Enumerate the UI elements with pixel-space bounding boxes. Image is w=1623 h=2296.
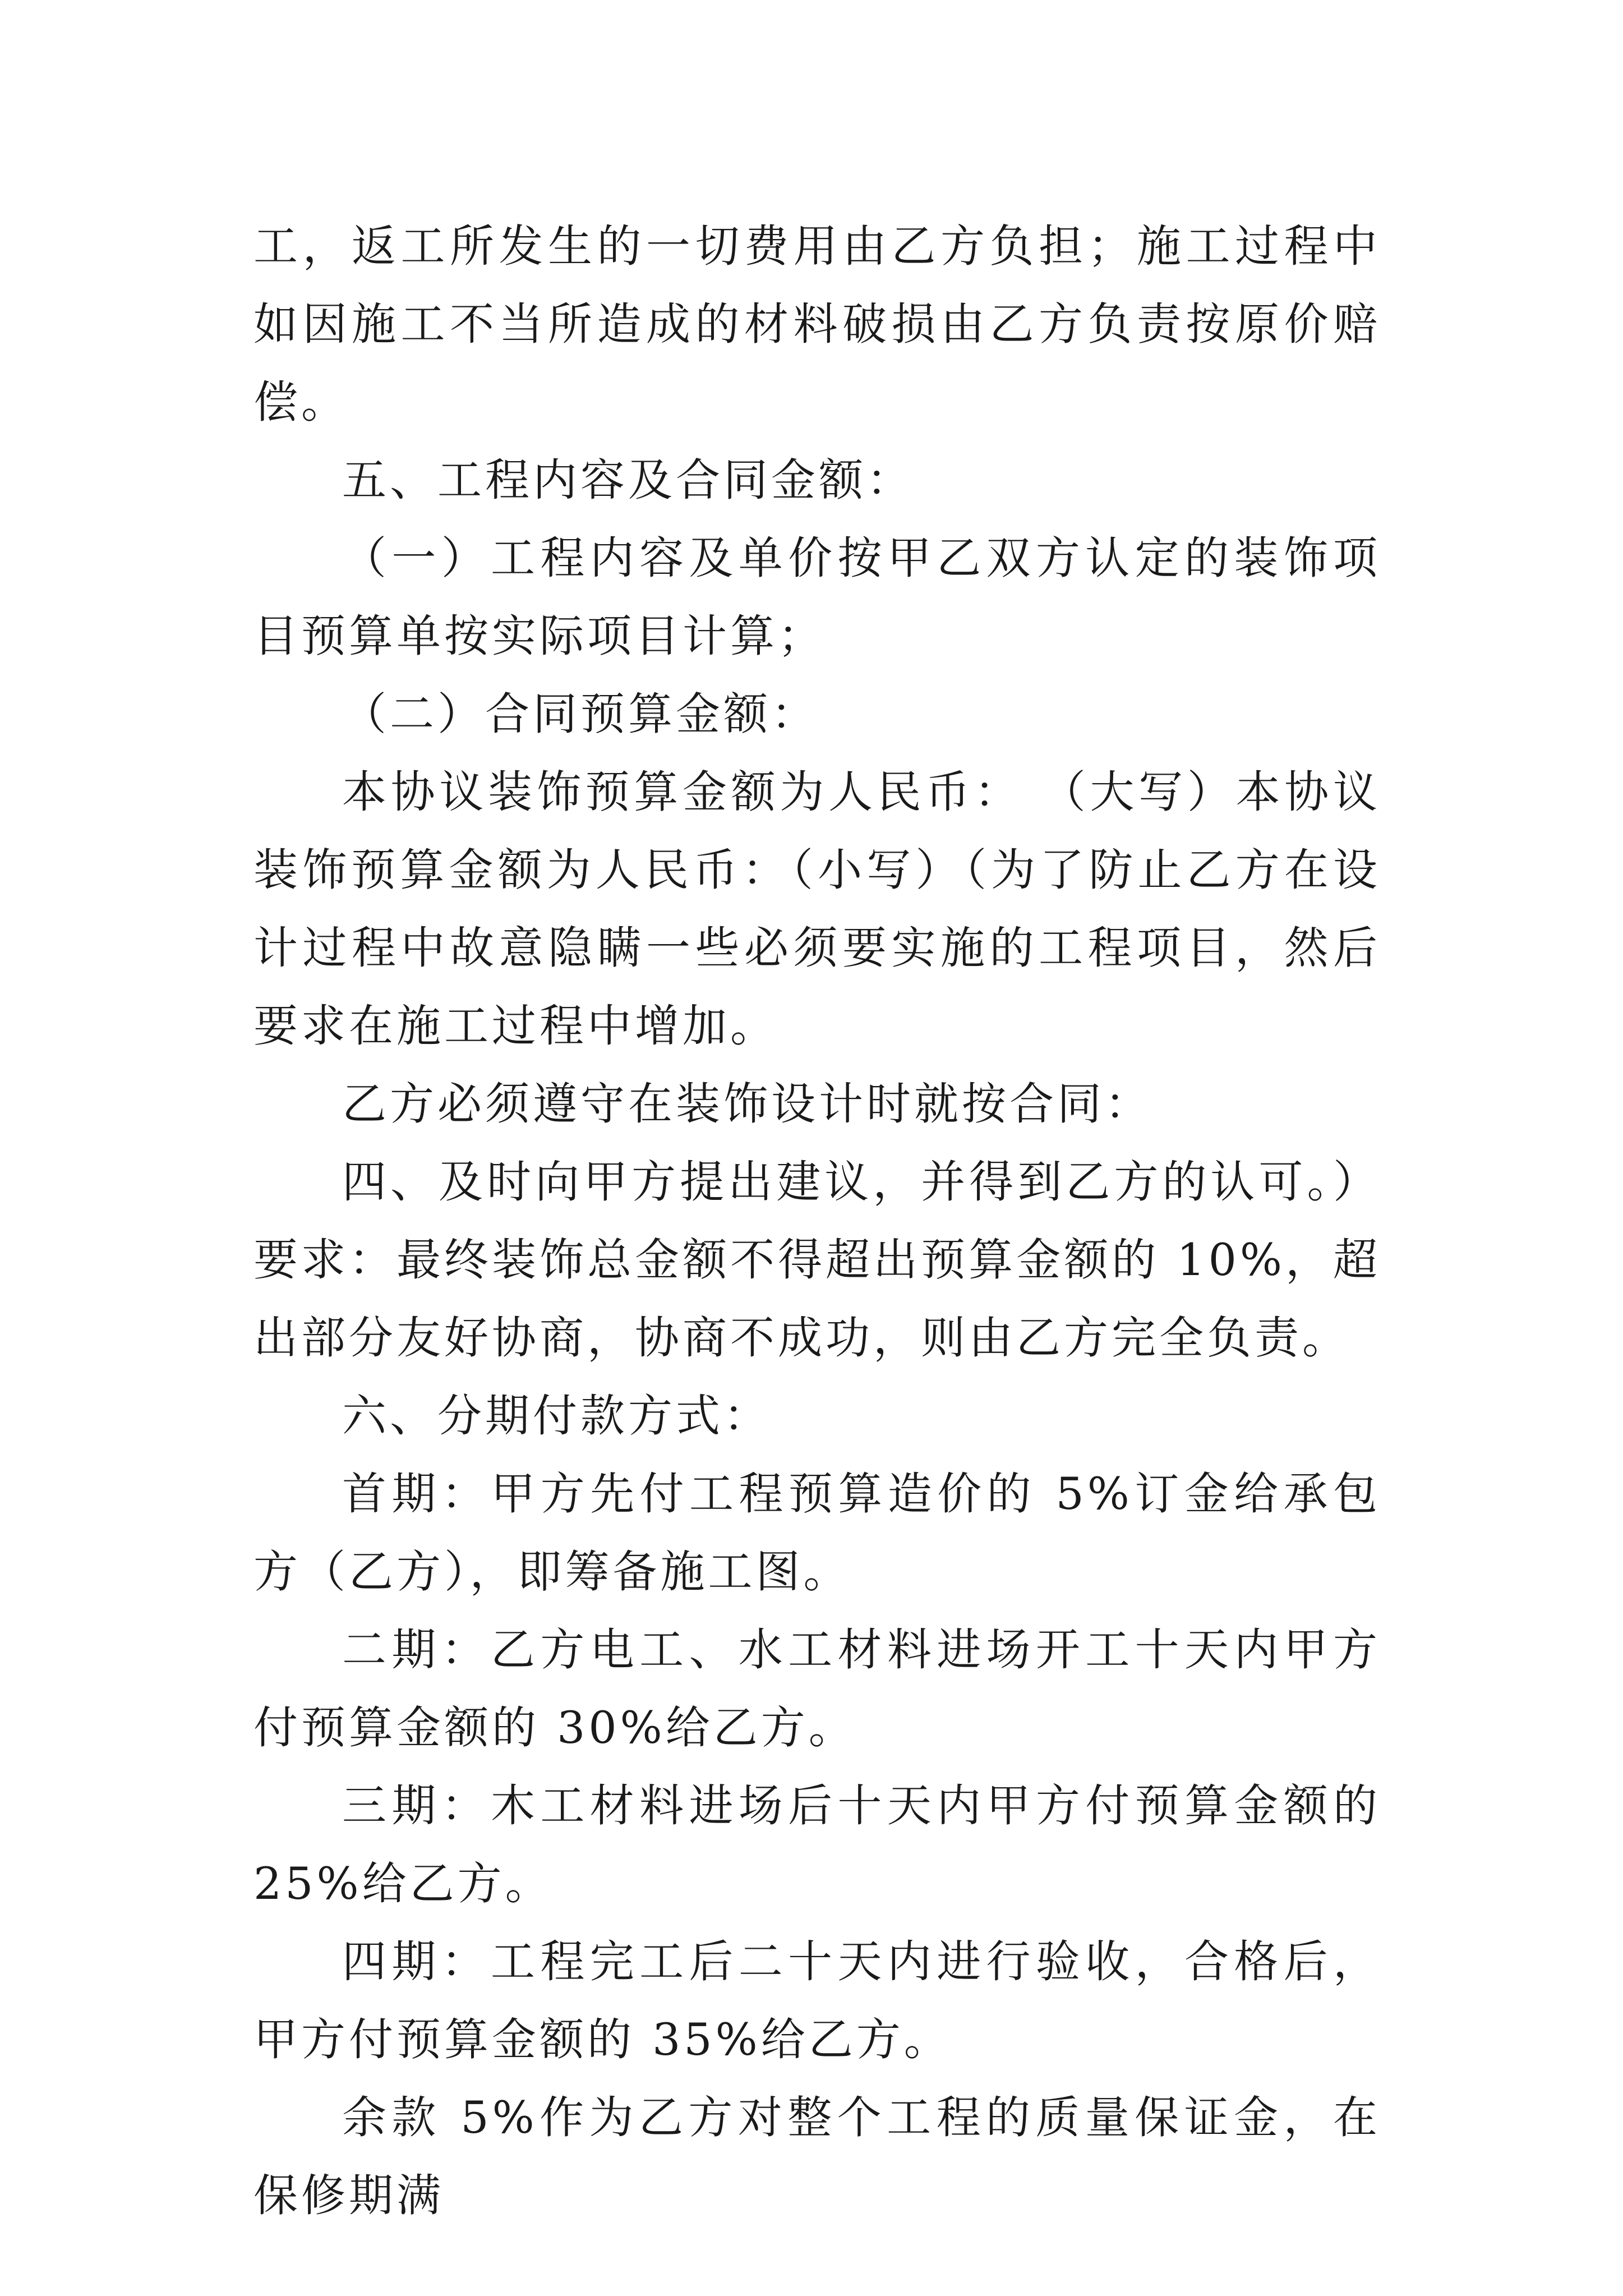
paragraph-second-payment: 二期：乙方电工、水工材料进场开工十天内甲方付预算金额的 30%给乙方。 — [253, 1624, 1381, 1754]
heading-section-six: 六、分期付款方式： — [342, 1390, 771, 1442]
paragraph-item-four: 四、及时向甲方提出建议，并得到乙方的认可。）要求：最终装饰总金额不得超出预算金额的 10%，超出部分友好协商，协商不成功，则由乙方完全负责。 — [253, 1156, 1381, 1364]
paragraph-retention: 余款 5%作为乙方对整个工程的质量保证金，在保修期满 — [253, 2092, 1381, 2221]
paragraph-rework-cost: 工，返工所发生的一切费用由乙方负担；施工过程中如因施工不当所造成的材料破损由乙方负责按原价赔偿。 — [253, 220, 1381, 428]
heading-section-five: 五、工程内容及合同金额： — [342, 454, 914, 506]
paragraph-fourth-payment: 四期：工程完工后二十天内进行验收，合格后，甲方付预算金额的 35%给乙方。 — [253, 1936, 1381, 2065]
paragraph-first-payment: 首期：甲方先付工程预算造价的 5%订金给承包方（乙方），即筹备施工图。 — [253, 1468, 1381, 1598]
paragraph-item-one: （一）工程内容及单价按甲乙双方认定的装饰项目预算单按实际项目计算； — [253, 532, 1381, 662]
paragraph-budget-amount: 本协议装饰预算金额为人民币： （大写）本协议装饰预算金额为人民币：（小写）（为了防止乙方在设计过程中故意隐瞒一些必须要实施的工程项目，然后要求在施工过程中增加。 — [253, 766, 1381, 1052]
paragraph-item-two: （二）合同预算金额： — [342, 688, 819, 740]
paragraph-design-compliance: 乙方必须遵守在装饰设计时就按合同： — [342, 1078, 1152, 1130]
paragraph-third-payment: 三期：木工材料进场后十天内甲方付预算金额的 25%给乙方。 — [253, 1780, 1381, 1910]
document-body — [253, 208, 1381, 2235]
